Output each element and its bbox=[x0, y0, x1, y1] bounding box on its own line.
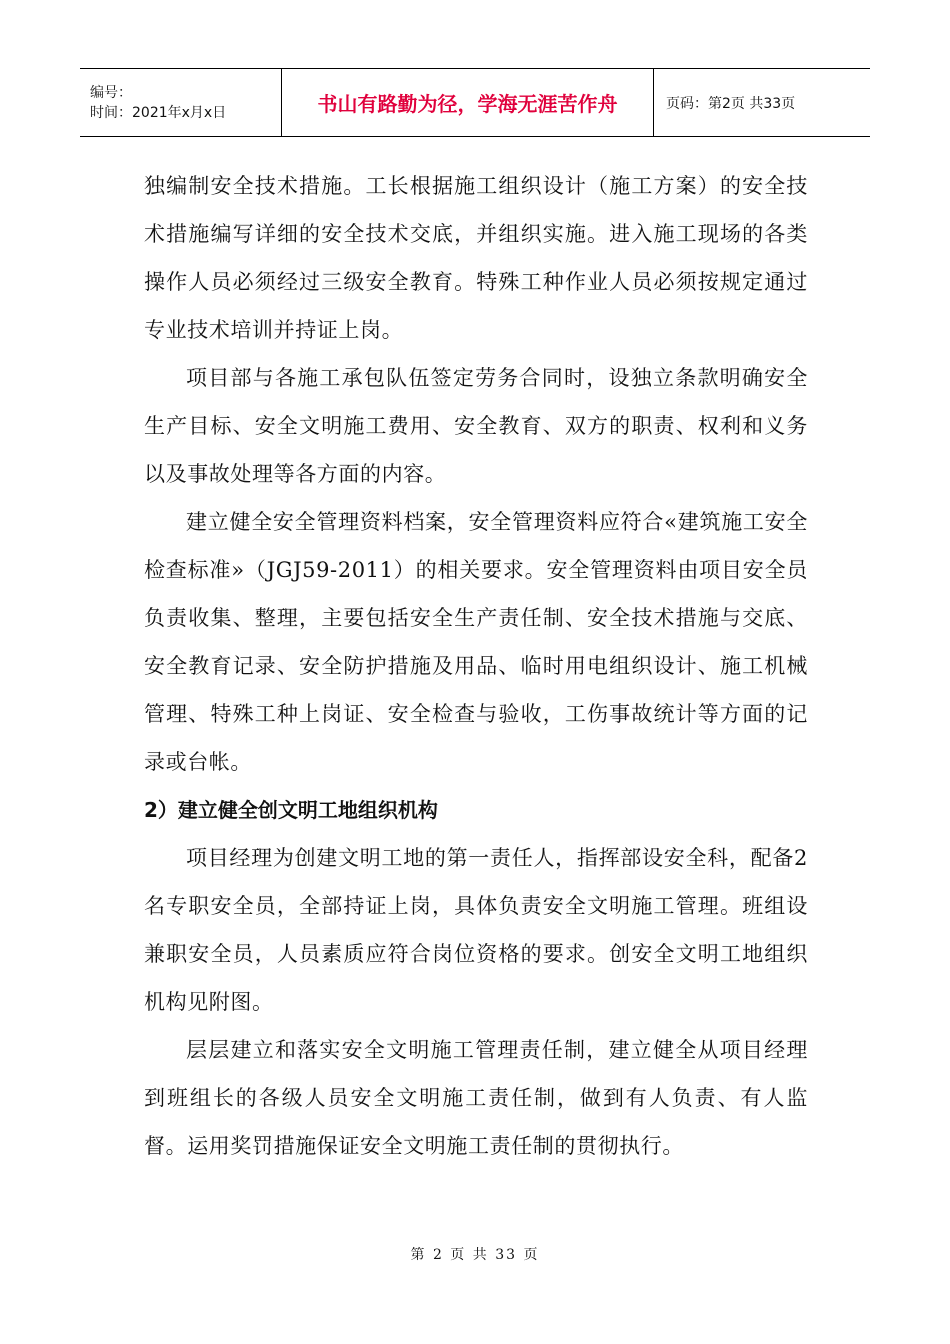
page-header bbox=[80, 68, 870, 137]
document-body bbox=[144, 162, 808, 1170]
header-meta bbox=[80, 69, 282, 136]
paragraph-4: 项目经理为创建文明工地的第一责任人，指挥部设安全科，配备2名专职安全员，全部持证上岗，具体负责安全文明施工管理。班组设兼职安全员，人员素质应符合岗位资格的要求。创安全文明工地组织机构见附图。 bbox=[144, 846, 808, 1014]
page-footer: 第 2 页 共 33 页 bbox=[410, 1247, 540, 1263]
date-line: 时间：2021年x月x日 bbox=[90, 104, 227, 121]
header-motto: 书山有路勤为径，学海无涯苦作舟 bbox=[282, 69, 654, 136]
paragraph-5: 层层建立和落实安全文明施工管理责任制，建立健全从项目经理到班组长的各级人员安全文明施工责任制，做到有人负责、有人监督。运用奖罚措施保证安全文明施工责任制的贯彻执行。 bbox=[144, 1038, 808, 1158]
header-page-info: 页码：第2页 共33页 bbox=[666, 95, 796, 112]
paragraph-3: 建立健全安全管理资料档案，安全管理资料应符合«建筑施工安全检查标准»（JGJ59-2011）的相关要求。安全管理资料由项目安全员负责收集、整理，主要包括安全生产责任制、安全技术措施与交底、安全教育记录、安全防护措施及用品、临时用电组织设计、施工机械管理、特殊工种上岗证、安全检查与验收，工伤事故统计等方面的记录或台帐。 bbox=[144, 510, 808, 774]
serial-number-label: 编号： bbox=[90, 84, 132, 101]
section-heading: 2）建立健全创文明工地组织机构 bbox=[144, 798, 438, 822]
paragraph-2: 项目部与各施工承包队伍签定劳务合同时，设独立条款明确安全生产目标、安全文明施工费用、安全教育、双方的职责、权利和义务以及事故处理等各方面的内容。 bbox=[144, 366, 808, 486]
paragraph-1: 独编制安全技术措施。工长根据施工组织设计（施工方案）的安全技术措施编写详细的安全技术交底，并组织实施。进入施工现场的各类操作人员必须经过三级安全教育。特殊工种作业人员必须按规定通过专业技术培训并持证上岗。 bbox=[144, 174, 808, 342]
